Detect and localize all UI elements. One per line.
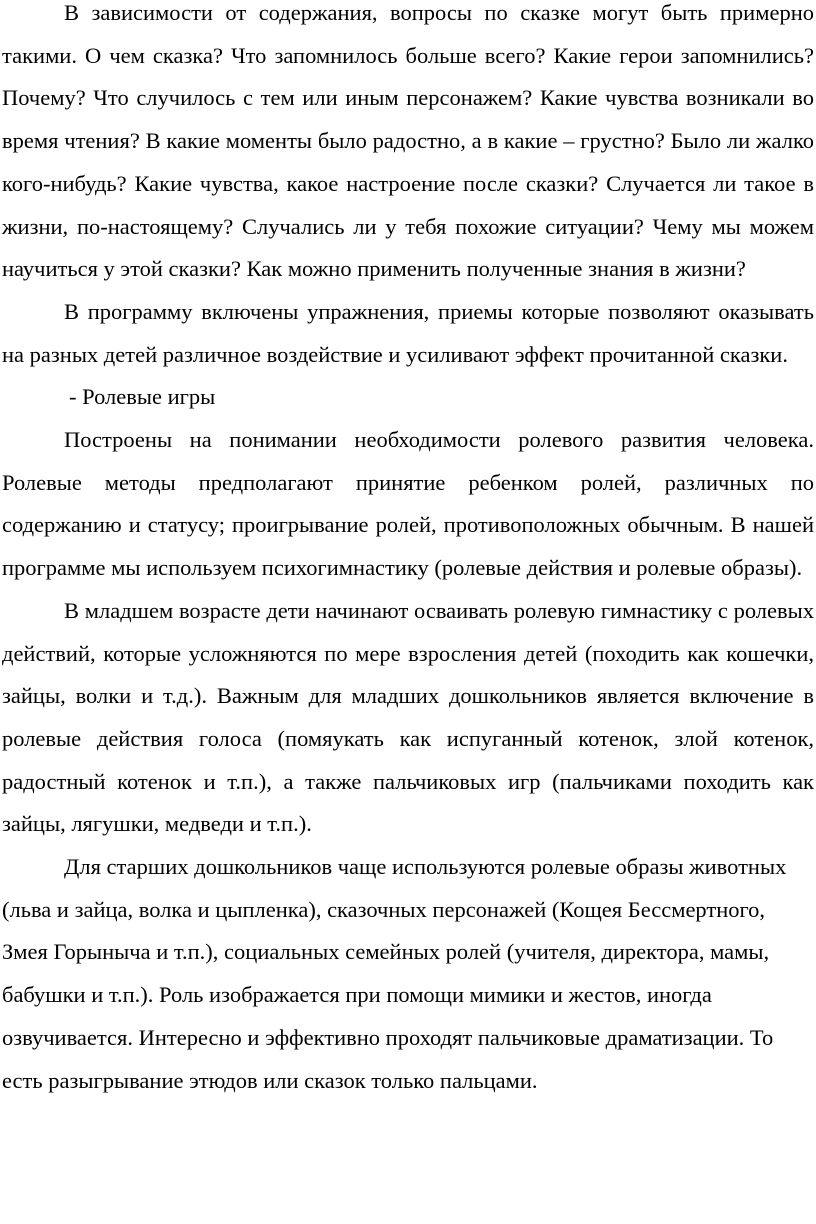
paragraph-younger-age: В младшем возрасте дети начинают осваивать ролевую гимнастику с ролевых действий, которые усложняются по мере взросления детей (походить как кошечки, зайцы, волки и т.д.). Важным для младших дошкольников является включение в ролевые действия голоса (помяукать как испуганный котенок, злой котенок, радостный котенок и т.п.), а также пальчиковых игр (пальчиками походить как зайцы, лягушки, медведи и т.п.).	[2, 597, 814, 837]
document-page	[2, 0, 814, 1102]
paragraph-older-preschoolers: Для старших дошкольников чаще используются ролевые образы животных (льва и зайца, волка и цыпленка), сказочных персонажей (Кощея Бессмертного, Змея Горыныча и т.п.), социальных семейных ролей (учителя, директора, мамы, бабушки и т.п.). Роль изображается при помощи мимики и жестов, иногда озвучивается. Интересно и эффективно проходят пальчиковые драматизации. То есть разыгрывание этюдов или сказок только пальцами.	[2, 854, 787, 1093]
paragraph-fairy-tale-questions: В зависимости от содержания, вопросы по сказке могут быть примерно такими. О чем сказка? Что запомнилось больше всего? Какие герои запомнились? Почему? Что случилось с тем или иным персонажем? Какие чувства возникали во время чтения? В какие моменты было радостно, а в какие – грустно? Было ли жалко кого-нибудь? Какие чувства, какое настроение после сказки? Случается ли такое в жизни, по-настоящему? Случались ли у тебя похожие ситуации? Чему мы можем научиться у этой сказки? Как можно применить полученные знания в жизни?	[2, 0, 814, 282]
paragraph-role-development: Построены на понимании необходимости ролевого развития человека. Ролевые методы предполагают принятие ребенком ролей, различных по содержанию и статусу; проигрывание ролей, противоположных обычным. В нашей программе мы используем психогимнастику (ролевые действия и ролевые образы).	[2, 427, 814, 581]
paragraph-program-exercises: В программу включены упражнения, приемы которые позволяют оказывать на разных детей различное воздействие и усиливают эффект прочитанной сказки.	[2, 298, 814, 367]
section-heading-role-games: - Ролевые игры	[69, 384, 216, 410]
